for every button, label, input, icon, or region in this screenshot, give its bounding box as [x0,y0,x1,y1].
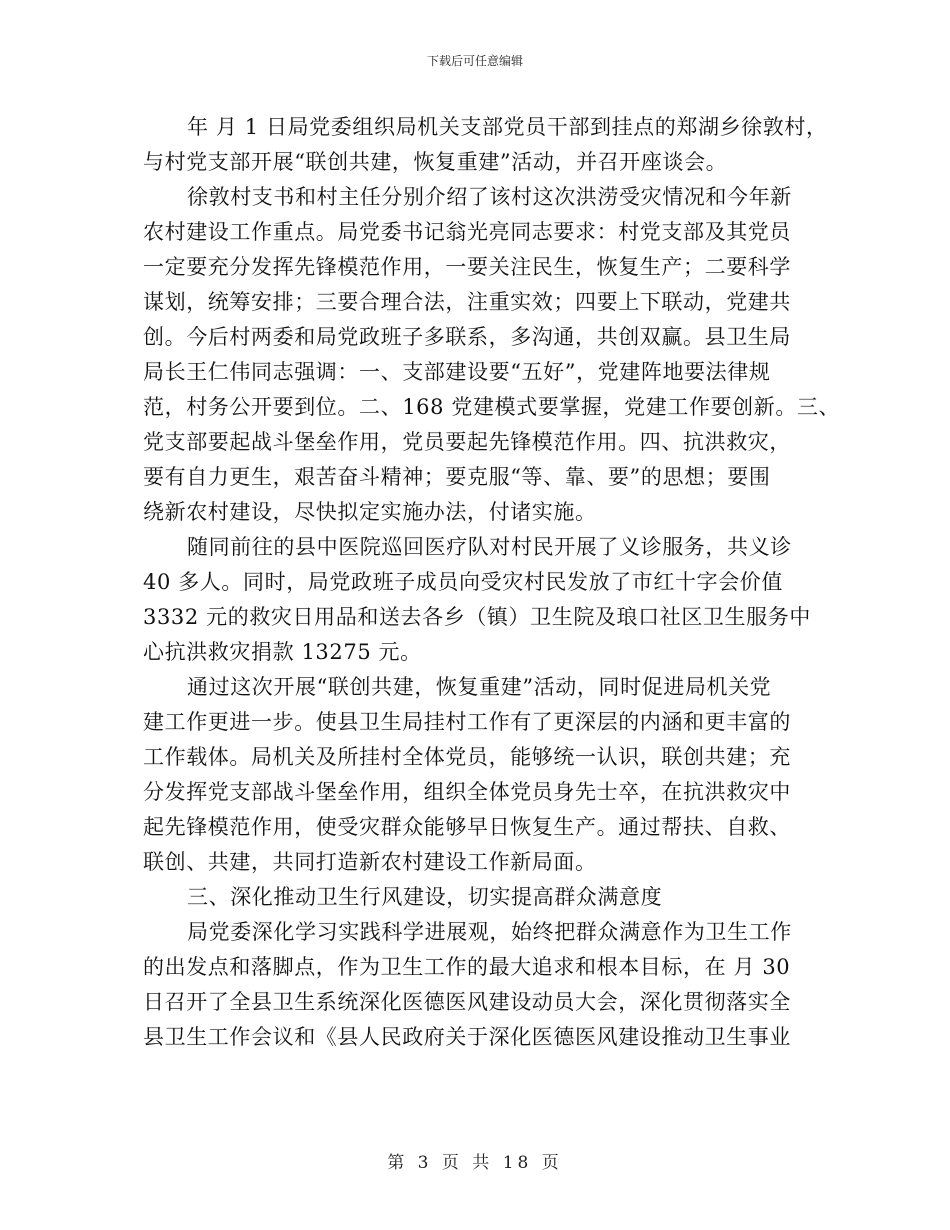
text-line: 联创、共建，共同打造新农村建设工作新局面。 [143,850,597,874]
section-heading: 三、深化推动卫生行风建设，切实提高群众满意度 [187,885,663,909]
text-line: 通过这次开展“联创共建，恢复重建”活动，同时促进局机关党 [187,675,772,699]
text-line: 随同前往的县中医院巡回医疗队对村民开展了义诊服务，共义诊 [187,535,792,559]
page-header-note: 下载后可任意编辑 [426,54,523,68]
text-line: 局党委深化学习实践科学进展观，始终把群众满意作为卫生工作 [187,920,792,944]
text-line: 日召开了全县卫生系统深化医德医风建设动员大会，深化贯彻落实全 [143,990,791,1014]
text-line: 的出发点和落脚点，作为卫生工作的最大追求和根本目标，在 月 30 [143,955,791,979]
text-line: 党支部要起战斗堡垒作用，党员要起先锋模范作用。四、抗洪救灾， [143,430,791,454]
page-number: 第 3 页 共 18 页 [387,1153,563,1173]
document-body [143,110,841,1055]
text-line: 40 多人。同时，局党政班子成员向受灾村民发放了市红十字会价值 [143,570,783,594]
text-line: 起先锋模范作用，使受灾群众能够早日恢复生产。通过帮扶、自救、 [143,815,791,839]
text-line: 一定要充分发挥先锋模范作用，一要关注民生，恢复生产；二要科学 [143,255,791,279]
text-line: 年 月 1 日局党委组织局机关支部党员干部到挂点的郑湖乡徐敦村， [187,115,828,139]
text-line: 与村党支部开展“联创共建，恢复重建”活动，并召开座谈会。 [143,150,728,174]
text-line: 创。今后村两委和局党政班子多联系，多沟通，共创双赢。县卫生局 [143,325,791,349]
text-line: 心抗洪救灾捐款 13275 元。 [143,640,422,664]
text-line: 局长王仁伟同志强调：一、支部建设要“五好”，党建阵地要法律规 [143,360,771,384]
text-line: 绕新农村建设，尽快拟定实施办法，付诸实施。 [143,500,597,524]
text-line: 3332 元的救灾日用品和送去各乡（镇）卫生院及琅口社区卫生服务中 [143,605,811,629]
text-line: 要有自力更生，艰苦奋斗精神；要克服“等、靠、要”的思想；要围 [143,465,771,489]
text-line: 农村建设工作重点。局党委书记翁光亮同志要求：村党支部及其党员 [143,220,791,244]
text-line: 范，村务公开要到位。二、168 党建模式要掌握，党建工作要创新。三、 [143,395,841,419]
text-line: 分发挥党支部战斗堡垒作用，组织全体党员身先士卒，在抗洪救灾中 [143,780,791,804]
text-line: 徐敦村支书和村主任分别介绍了该村这次洪涝受灾情况和今年新 [187,185,792,209]
text-line: 工作载体。局机关及所挂村全体党员，能够统一认识，联创共建；充 [143,745,791,769]
text-line: 县卫生工作会议和《县人民政府关于深化医德医风建设推动卫生事业 [143,1025,791,1049]
text-line: 建工作更进一步。使县卫生局挂村工作有了更深层的内涵和更丰富的 [143,710,791,734]
text-line: 谋划，统筹安排；三要合理合法，注重实效；四要上下联动，党建共 [143,290,791,314]
